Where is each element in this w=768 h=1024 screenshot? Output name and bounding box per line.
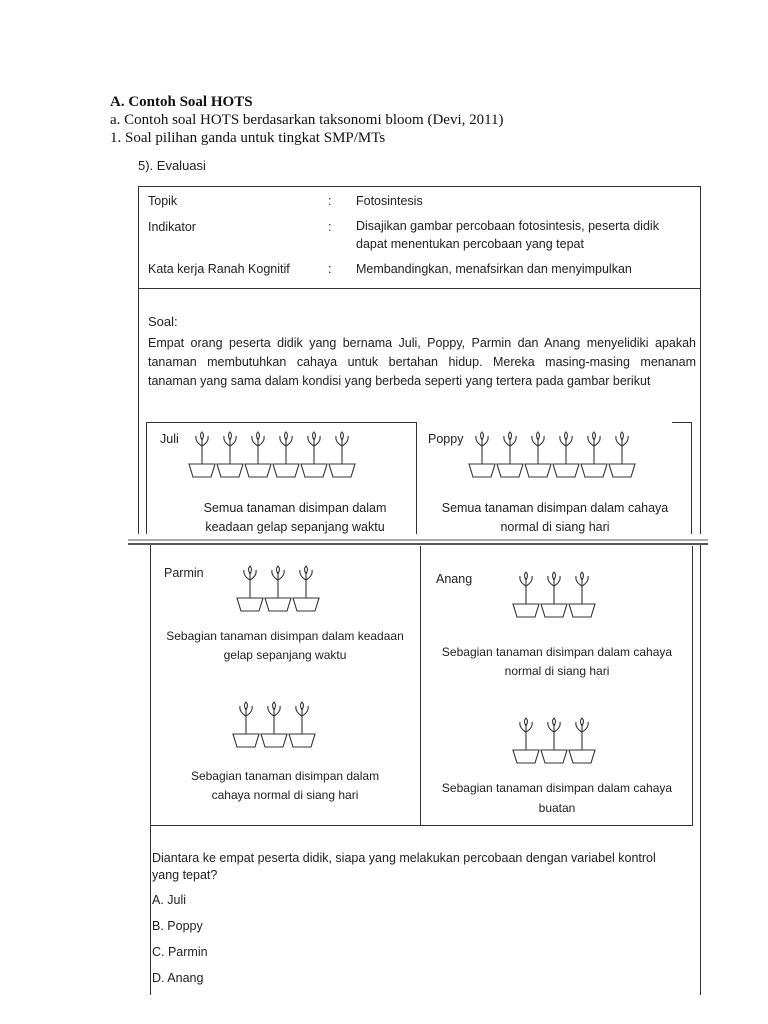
poppy-caption-2: normal di siang hari: [500, 520, 610, 534]
potted-plant-icon: [541, 718, 567, 763]
potted-plant-icon: [581, 432, 607, 477]
parmin-plants-top: [236, 564, 326, 614]
poppy-caption-1: Semua tanaman disimpan dalam cahaya: [441, 501, 669, 515]
subheading-1: 1. Soal pilihan ganda untuk tingkat SMP/MTs: [110, 130, 386, 146]
potted-plant-icon: [289, 702, 315, 747]
potted-plant-icon: [273, 432, 299, 477]
potted-plant-icon: [293, 566, 319, 611]
parmin-caption-1: Sebagian tanaman disimpan dalam keadaan: [166, 629, 404, 643]
anang-caption-3: Sebagian tanaman disimpan dalam cahaya: [441, 781, 673, 795]
soal-line-1: Empat orang peserta didik yang bernama Juli, Poppy, Parmin dan Anang menyelidiki apakah: [148, 336, 696, 350]
option-b[interactable]: B. Poppy: [152, 919, 203, 933]
indikator-value-1: Disajikan gambar percobaan fotosintesis, peserta didik: [356, 219, 659, 233]
parmin-caption-4: cahaya normal di siang hari: [211, 788, 359, 802]
potted-plant-icon: [189, 432, 215, 477]
soal-line-2: tanaman membutuhkan cahaya untuk bertahan hidup. Mereka masing-masing menanam: [148, 355, 696, 369]
parmin-plants-bottom: [232, 700, 322, 750]
anang-caption-2: normal di siang hari: [504, 664, 610, 678]
potted-plant-icon: [261, 702, 287, 747]
evaluasi-label: 5). Evaluasi: [138, 158, 206, 173]
anang-plants-top: [512, 570, 602, 620]
colon: :: [328, 262, 332, 276]
option-c[interactable]: C. Parmin: [152, 945, 208, 959]
section-heading: A. Contoh Soal HOTS: [110, 94, 253, 110]
colon: :: [328, 220, 332, 234]
potted-plant-icon: [553, 432, 579, 477]
potted-plant-icon: [569, 718, 595, 763]
subheading-a: a. Contoh soal HOTS berdasarkan taksonomi bloom (Devi, 2011): [110, 112, 504, 128]
anang-plants-bottom: [512, 716, 602, 766]
poppy-name: Poppy: [428, 432, 464, 446]
question-line-2: yang tepat?: [152, 868, 218, 882]
potted-plant-icon: [525, 432, 551, 477]
indikator-label: Indikator: [148, 220, 196, 234]
juli-caption-2: keadaan gelap sepanjang waktu: [205, 520, 385, 534]
colon: :: [328, 194, 332, 208]
soal-line-3: tanaman yang sama dalam kondisi yang berbeda seperti yang tertera pada gambar berikut: [148, 374, 651, 388]
kata-kerja-label: Kata kerja Ranah Kognitif: [148, 262, 290, 276]
potted-plant-icon: [569, 572, 595, 617]
option-a[interactable]: A. Juli: [152, 893, 187, 907]
potted-plant-icon: [497, 432, 523, 477]
question-line-1: Diantara ke empat peserta didik, siapa yang melakukan percobaan dengan variabel kontrol: [152, 851, 656, 865]
parmin-caption-3: Sebagian tanaman disimpan dalam: [190, 769, 380, 783]
kata-kerja-value: Membandingkan, menafsirkan dan menyimpulkan: [356, 262, 632, 276]
option-d[interactable]: D. Anang: [152, 971, 204, 985]
anang-caption-4: buatan: [538, 801, 576, 815]
topik-value: Fotosintesis: [356, 194, 423, 208]
potted-plant-icon: [217, 432, 243, 477]
potted-plant-icon: [513, 572, 539, 617]
anang-name: Anang: [436, 572, 473, 586]
potted-plant-icon: [541, 572, 567, 617]
potted-plant-icon: [469, 432, 495, 477]
potted-plant-icon: [329, 432, 355, 477]
potted-plant-icon: [237, 566, 263, 611]
potted-plant-icon: [609, 432, 635, 477]
soal-label: Soal:: [148, 314, 178, 329]
topik-label: Topik: [148, 194, 178, 208]
potted-plant-icon: [265, 566, 291, 611]
potted-plant-icon: [233, 702, 259, 747]
parmin-name: Parmin: [164, 566, 204, 580]
potted-plant-icon: [245, 432, 271, 477]
potted-plant-icon: [513, 718, 539, 763]
anang-caption-1: Sebagian tanaman disimpan dalam cahaya: [441, 645, 673, 659]
indikator-value-2: dapat menentukan percobaan yang tepat: [356, 237, 584, 251]
potted-plant-icon: [301, 432, 327, 477]
parmin-caption-2: gelap sepanjang waktu: [223, 648, 347, 662]
juli-name: Juli: [160, 432, 179, 446]
poppy-plants: [468, 430, 648, 480]
juli-plants: [188, 430, 368, 480]
juli-caption-1: Semua tanaman disimpan dalam: [203, 501, 387, 515]
